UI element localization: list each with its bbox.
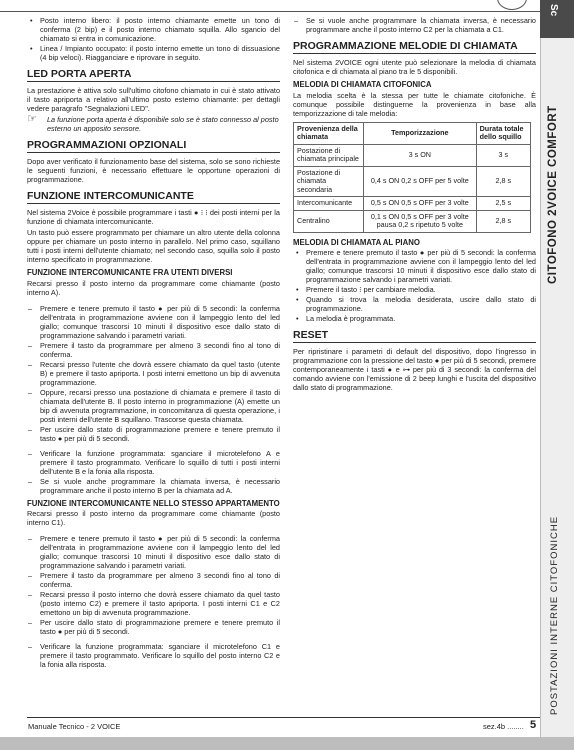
list-item: • Premere il tasto ⁝ per cambiare melodia.: [293, 285, 536, 294]
steps-list: [293, 16, 536, 34]
subheading-utenti-diversi: FUNZIONE INTERCOMUNICANTE FRA UTENTI DIVERSI: [27, 268, 233, 277]
table-cell: 2,5 s: [476, 197, 530, 211]
paragraph: Un tasto può essere programmato per chiamare un altro utente della colonna oppure per chiamare un posto interno in parallelo. Nel primo caso, squillano tutti i posti interni dell'utente chiamato; nel secondo caso, squilla solo il posto interno specificato in programmazione.: [27, 228, 280, 264]
paragraph: Per ripristinare i parametri di default del dispositivo, dopo l'ingresso in programmazione con la pressione del tasto ● per più di 5 secondi, premere contemporaneamente i tasti ● e ⊶ per più di 3 secondi: la conferma del comando avviene con l'emissione di 2 beep lunghi e l'uscita del dispositivo dallo stato di programmazione.: [293, 347, 536, 392]
product-title: CITOFONO 2VOICE COMFORT: [547, 105, 559, 284]
steps-list: [27, 304, 280, 443]
list-item: • Posto interno libero: il posto interno chiamante emette un tono di conferma (2 bip) e il posto interno chiamato squilla. Allo sgancio del chiamato si entra in comunicazione.: [27, 16, 280, 43]
footer-rule: [27, 717, 540, 718]
list-item: • Premere e tenere premuto il tasto ● per più di 5 secondi: la conferma dell'entrata in programmazione avviene con il lampeggio lento del led giallo; comunque trascorsi 10 minuti il dispositivo esce dallo stato di programmazione salvando i parametri variati.: [293, 248, 536, 284]
table-header: Provenienza della chiamata: [294, 122, 364, 144]
list-item: • La melodia è programmata.: [293, 314, 536, 323]
verify-list: [27, 642, 280, 669]
bottom-strip: [0, 737, 574, 750]
footer-manual-title: Manuale Tecnico - 2 VOICE: [28, 722, 121, 731]
heading-melodie: PROGRAMMAZIONE MELODIE DI CHIAMATA: [293, 40, 536, 54]
heading-intercomunicante: FUNZIONE INTERCOMUNICANTE: [27, 190, 280, 204]
paragraph: Recarsi presso il posto interno da programmare come chiamante (posto interno A).: [27, 278, 280, 297]
list-item: – Oppure, recarsi presso una postazione di chiamata e premere il tasto di chiamata dell'utente B. Il posto interno in programmazione (A) emette un bip di avvenuta programmazione, in concomitanza di questa operazione, i posti interni dell'utente B squillano. Trascorse questa chiamata.: [27, 388, 280, 424]
pointing-hand-icon: ☞: [27, 113, 37, 125]
table-cell: 0,1 s ON 0,5 s OFF per 3 volte pausa 0,2 s ripetuto 5 volte: [364, 210, 477, 232]
list-item: – Recarsi presso il posto interno che dovrà essere chiamato da quel tasto (posto interno C2) e premere il tasto apriporta. I posti interni C1 e C2 emettono un bip di avvenuta programmazione.: [27, 590, 280, 617]
table-row: [294, 210, 531, 232]
list-item: – Premere il tasto da programmare per almeno 3 secondi fino al tono di conferma.: [27, 341, 280, 359]
note-text: La funzione porta aperta è disponibile solo se è stato connesso al posto esterno un apposito sensore.: [47, 115, 279, 133]
section-title: POSTAZIONI INTERNE CITOFONICHE: [549, 515, 560, 715]
page-number: 5: [530, 719, 537, 731]
table-row: [294, 144, 531, 166]
right-column: [293, 16, 536, 394]
heading-programmazioni: PROGRAMMAZIONI OPZIONALI: [27, 139, 280, 153]
list-item: – Premere e tenere premuto il tasto ● per più di 5 secondi: la conferma dell'entrata in programmazione avviene con il lampeggio lento del led giallo; comunque trascorsi 10 minuti il dispositivo esce dallo stato di programmazione salvando i parametri variati.: [27, 534, 280, 570]
table-header: Durata totale dello squillo: [476, 122, 530, 144]
list-item: • Quando si trova la melodia desiderata, uscire dallo stato di programmazione.: [293, 295, 536, 313]
subheading-al-piano: MELODIA DI CHIAMATA AL PIANO: [293, 237, 420, 247]
list-item: – Se si vuole anche programmare la chiamata inversa, è necessario programmare anche il posto interno C2 per la chiamata a C1.: [293, 16, 536, 34]
paragraph: Recarsi presso il posto interno da programmare come chiamante (posto interno C1).: [27, 509, 280, 527]
table-cell: Centralino: [294, 210, 364, 232]
list-item: – Se si vuole anche programmare la chiamata inversa, è necessario programmare anche il posto interno B per la chiamata ad A.: [27, 477, 280, 495]
table-cell: Postazione di chiamata principale: [294, 144, 364, 166]
list-item: – Per uscire dallo stato di programmazione premere e tenere premuto il tasto ● per più di 5 secondi.: [27, 425, 280, 443]
list-item: – Recarsi presso l'utente che dovrà essere chiamato da quel tasto (utente B) e premere il tasto apriporta. I posti interni emettono un bip di avvenuta programmazione.: [27, 360, 280, 387]
list-item: • Linea / Impianto occupato: il posto interno emette un tono di dissuasione (4 bip veloci). Riagganciare e riprovare in seguito.: [27, 44, 280, 62]
steps-list: [293, 248, 536, 323]
table-header: Temporizzazione: [364, 122, 477, 144]
side-tab-label: Sc: [548, 4, 559, 17]
steps-list: [27, 534, 280, 636]
list-item: – Premere e tenere premuto il tasto ● per più di 5 secondi: la conferma dell'entrata in programmazione avviene con il lampeggio lento del led giallo; comunque trascorsi 10 minuti il dispositivo esce dallo stato di programmazione salvando i parametri variati.: [27, 304, 280, 340]
table-cell: 2,8 s: [476, 166, 530, 197]
table-cell: 0,4 s ON 0,2 s OFF per 5 volte: [364, 166, 477, 197]
left-column: [27, 16, 280, 670]
heading-reset: RESET: [293, 329, 536, 343]
footer-section: sez.4b ........: [483, 722, 524, 731]
table-cell: Postazione di chiamata secondaria: [294, 166, 364, 197]
paragraph: La prestazione è attiva solo sull'ultimo citofono chiamato in cui è stato attivato il tasto apriporta a relativo all'ultimo posto esterno chiamante: per dettagli vedere paragrafo "Segnalazioni LED".: [27, 86, 280, 113]
list-item: – Premere il tasto da programmare per almeno 3 secondi fino al tono di conferma.: [27, 571, 280, 589]
paragraph: Nel sistema 2Voice è possibile programmare i tasti ● ⁝ ⁝ dei posti interni per la funzione di chiamata intercomunicante.: [27, 208, 280, 226]
table-cell: 0,5 s ON 0,5 s OFF per 3 volte: [364, 197, 477, 211]
top-rule: [0, 0, 540, 12]
table-cell: Intercomunicante: [294, 197, 364, 211]
table-header-row: [294, 122, 531, 144]
table-cell: 3 s ON: [364, 144, 477, 166]
paragraph: La melodia scelta è la stessa per tutte le chiamate citofoniche. È comunque possibile distinguerne la provenienza in base alla temporizzazione di tale melodia:: [293, 90, 536, 118]
list-item: – Verificare la funzione programmata: sganciare il microtelefono A e premere il tasto programmato. Verificare lo squillo di tutti i posti interni dell'utente B e la fonia alla risposta.: [27, 449, 280, 476]
melody-table: [293, 122, 531, 233]
subheading-stesso-appartamento: FUNZIONE INTERCOMUNICANTE NELLO STESSO APPARTAMENTO: [27, 498, 280, 508]
list-item: – Verificare la funzione programmata: sganciare il microtelefono C1 e premere il tasto programmato. Verificare lo squillo del posto interno C2 e la fonia alla risposta.: [27, 642, 280, 669]
paragraph: Dopo aver verificato il funzionamento base del sistema, solo se sono richieste le seguenti funzioni, è necessario effettuare le opportune operazioni di programmazione.: [27, 157, 280, 184]
list-item: – Per uscire dallo stato di programmazione premere e tenere premuto il tasto ● per più di 5 secondi.: [27, 618, 280, 636]
table-row: [294, 166, 531, 197]
intro-list: [27, 16, 280, 62]
table-cell: 2,8 s: [476, 210, 530, 232]
heading-led: LED PORTA APERTA: [27, 68, 280, 82]
table-cell: 3 s: [476, 144, 530, 166]
note: [27, 115, 280, 133]
paragraph: Nel sistema 2VOICE ogni utente può selezionare la melodia di chiamata citofonica e di chiamata al piano tra le 5 disponibili.: [293, 58, 536, 76]
subheading-citofonica: MELODIA DI CHIAMATA CITOFONICA: [293, 80, 432, 89]
verify-list: [27, 449, 280, 495]
table-row: [294, 197, 531, 211]
